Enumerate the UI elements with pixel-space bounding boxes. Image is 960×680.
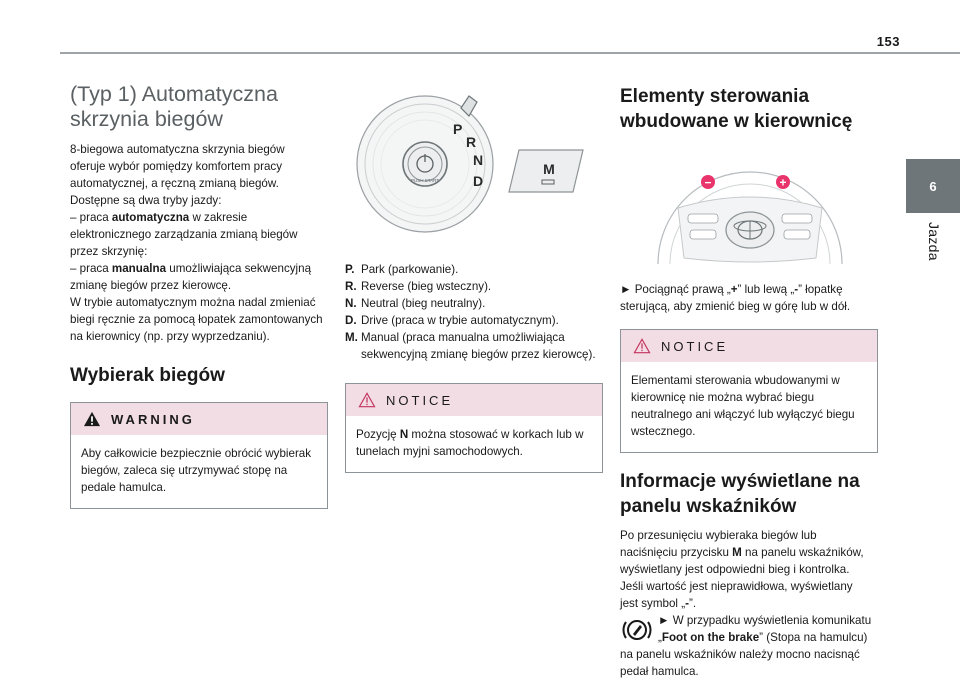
gear-selector-illustration: [345, 92, 603, 232]
notice-title: NOTICE: [386, 392, 454, 408]
warning-header: [71, 403, 327, 435]
dial-letter-r: R: [466, 134, 477, 150]
column-2: [345, 92, 603, 473]
page-number: 153: [876, 34, 900, 49]
notice-box-gear: [345, 383, 603, 473]
warning-icon: [83, 411, 101, 427]
push-start-label: PUSH START: [410, 178, 440, 183]
gear-item-r: R. Reverse (bieg wsteczny).: [345, 280, 492, 293]
chapter-tab[interactable]: 6: [906, 159, 960, 213]
chapter-label: Jazda: [926, 222, 942, 261]
dial-letter-p: P: [453, 121, 463, 137]
gear-item-p: P. Park (parkowanie).: [345, 263, 459, 276]
gear-item-d: D. Drive (praca w trybie automatycznym).: [345, 314, 559, 327]
brake-foot-icon: [620, 615, 654, 645]
steering-wheel-illustration: [620, 148, 878, 266]
column-3: Elementy sterowania wbudowane w kierownicę − + ► Pociągnąć prawą „+” lub lewą „-” łopatkę sterującą, aby zmienić bieg w górę lub w dół. NOTICE Elementami sterowania wbudowanymi w kierownicę nie można wybrać biegu neutralnego ani włączyć lub wyłączyć biegu wstecznego. Informacje wyświetlane na panelu wskaźników Po przesunięciu wybieraka biegów lub naciśnięciu przycisku M na panelu wskaźników, wyświetlany jest odpowiedni bieg i kontrolka. Jeśli wartość jest nieprawidłowa, wyświetlany jest symbol „-”. ► W przypadku wyświetlenia komunikatu „Foot on the brake” (Stopa na hamulcu) na panelu wskaźników należy mocno nacisnąć pedał hamulca.: [620, 84, 878, 680]
notice-text: Elementami sterowania wbudowanymi w kierownicę nie można wybrać biegu neutralnego ani włączyć lub wyłączyć biegu wstecznego.: [631, 374, 855, 438]
notice-icon: [633, 338, 651, 354]
dial-letter-d: D: [473, 173, 484, 189]
notice-box-wheel: [620, 329, 878, 453]
manual-button-letter: M: [543, 161, 555, 177]
column-1: [70, 82, 328, 509]
intro-paragraph: 8-biegowa automatyczna skrzynia biegów oferuje wybór pomiędzy komfortem pracy automatycznej, a ręczną zmianą biegów. Dostępne są dwa tryby jazdy: – praca automatyczna w zakresie elektronicznego zarządzania zmianą biegów przez skrzynię: – praca manualna umożliwiająca sekwencyjną zmianę biegów przez kierowcę. W trybie automatycznym można nadal zmieniać biegi ręcznie za pomocą łopatek zamontowanych na kierownicy (np. przy wyprzedzaniu).: [70, 143, 323, 343]
section-title: (Typ 1) Automatyczna skrzynia biegów: [70, 82, 278, 131]
dial-letter-n: N: [473, 152, 484, 168]
selector-heading: Wybierak biegów: [70, 365, 225, 386]
plus-paddle-label: +: [779, 175, 787, 190]
notice-header: [346, 384, 602, 416]
paddle-instruction: ► Pociągnąć prawą „+” lub lewą „-” łopatkę sterującą, aby zmienić bieg w górę lub w dół.: [620, 283, 851, 313]
header-rule: [60, 52, 960, 54]
gear-position-list: [345, 261, 603, 363]
warning-title: WARNING: [111, 411, 195, 427]
notice-header: [621, 330, 877, 362]
warning-text: Aby całkowicie bezpiecznie obrócić wybierak biegów, zaleca się utrzymywać stopę na pedale hamulca.: [81, 447, 312, 494]
notice-icon: [358, 392, 376, 408]
notice-title: NOTICE: [661, 338, 729, 354]
gear-item-n: N. Neutral (bieg neutralny).: [345, 297, 486, 310]
minus-paddle-label: −: [704, 175, 712, 190]
instrument-panel-text: Po przesunięciu wybieraka biegów lub naciśnięciu przycisku M na panelu wskaźników, wyświetlany jest odpowiedni bieg i kontrolka. Jeśli wartość jest nieprawidłowa, wyświetlany jest symbol „-”.: [620, 529, 864, 610]
steering-controls-heading: Elementy sterowania wbudowane w kierownicę: [620, 86, 853, 132]
instrument-panel-heading: Informacje wyświetlane na panelu wskaźników: [620, 471, 860, 517]
brake-message-row: ► W przypadku wyświetlenia komunikatu „Foot on the brake” (Stopa na hamulcu): [620, 612, 878, 646]
warning-box: [70, 402, 328, 509]
notice-text: Pozycję N można stosować w korkach lub w tunelach myjni samochodowych.: [356, 428, 584, 458]
gear-item-m: M. Manual (praca manualna umożliwiająca sekwencyjną zmianę biegów przez kierowcę).: [345, 331, 596, 361]
